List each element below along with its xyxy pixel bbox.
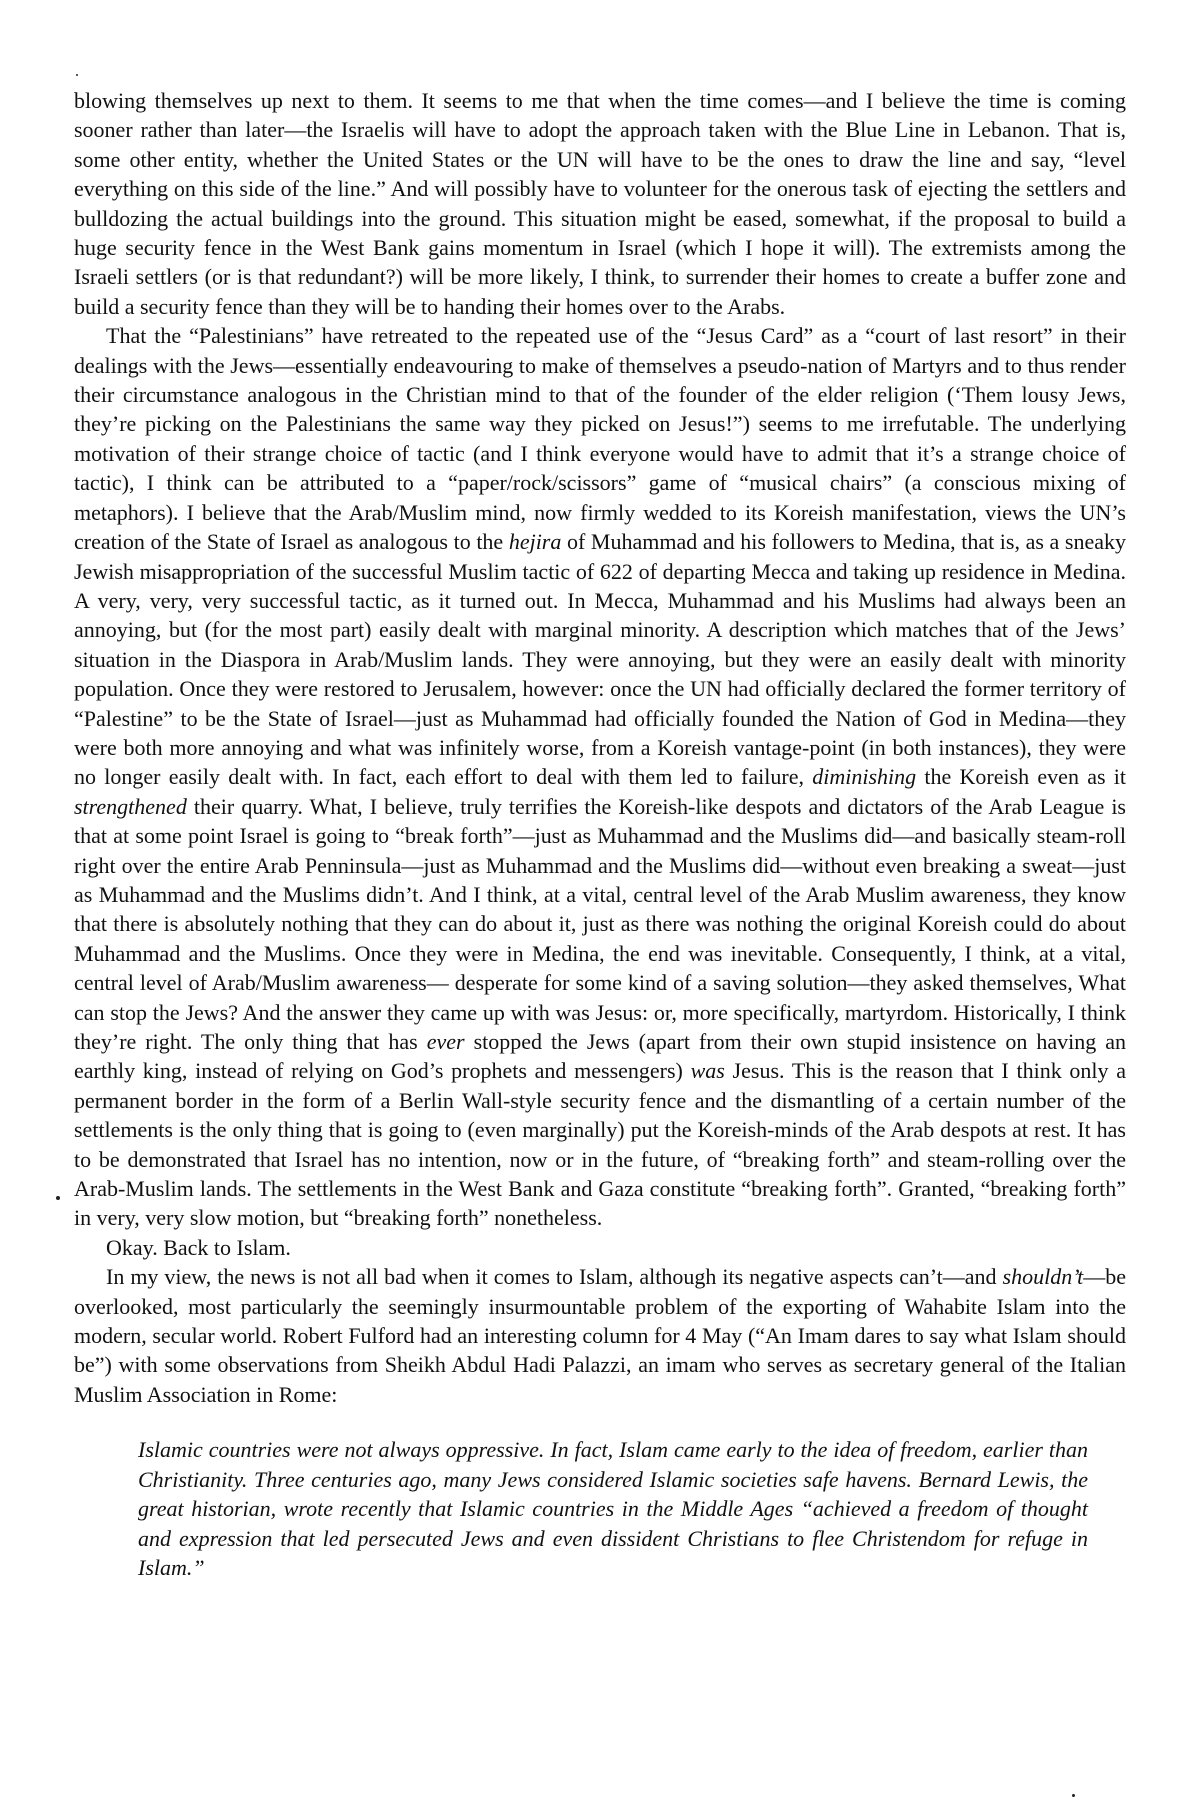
italic-text: shouldn’t: [1002, 1264, 1084, 1290]
paragraph: [74, 1233, 1126, 1262]
text-segment: the Koreish even as it: [916, 764, 1126, 790]
document-page: [74, 86, 1126, 1582]
text-segment: In my view, the news is not all bad when it comes to Islam, although its negative aspects can’t—and: [106, 1264, 1003, 1290]
text-segment: That the “Palestinians” have retreated to the repeated use of the “Jesus Card” as a “court of last resort” in their dealings with the Jews—essentially endeavouring to make of themselves a pseudo-nation of Martyrs and to thus render their circumstance analogous in the Christian mind to that of the founder of the elder religion (‘Them lousy Jews, they’re picking on the Palestinians the same way they picked on Jesus!”) seems to me irrefutable. The underlying motivation of their strange choice of tactic (and I think everyone would have to admit that it’s a strange choice of tactic), I think can be attributed to a “paper/rock/scissors” game of “musical chairs” (a conscious mixing of metaphors). I believe that the Arab/Muslim mind, now firmly wedded to its Koreish manifestation, views the UN’s creation of the State of Israel as analogous to the: [74, 323, 1126, 555]
italic-text: ever: [426, 1029, 465, 1054]
italic-text: hejira: [508, 529, 562, 555]
block-quote: Islamic countries were not always oppressive. In fact, Islam came early to the idea of freedom, earlier than Christianity. Three centuries ago, many Jews considered Islamic societies safe havens. Bernard Lewis, the great historian, wrote recently that Islamic countries in the Middle Ages “achieved a freedom of thought and expression that led persecuted Jews and even dissident Christians to flee Christendom for refuge in Islam.”: [138, 1437, 1088, 1580]
italic-text: strengthened: [74, 793, 187, 819]
text-segment: their quarry. What, I believe, truly terrifies the Koreish-like despots and dictators of the Arab League is that at some point Israel is going to “break forth”—just as Muhammad and the Muslims did—and basically steam-roll right over the entire Arab Penninsula—just as Muhammad and the Muslims did—without even breaking a sweat—just as Muhammad and the Muslims didn’t. And I think, at a vital, central level of the Arab Muslim awareness, they know that there is absolutely nothing that they can do about it, just as there was nothing the original Koreish could do about Muhammad and the Muslims. Once they were in Medina, the end was inevitable. Consequently, I think, at a vital, central level of Arab/Muslim awareness— desperate for some kind of a saving solution—they asked themselves, What can stop the Jews? And the answer they came up with was Jesus: or, more specifically, martyrdom. Historically, I think they’re right. The only thing that has: [74, 793, 1126, 1054]
text-segment: of Muhammad and his followers to Medina, that is, as a sneaky Jewish misappropriation of the successful Muslim tactic of 622 of departing Mecca and taking up residence in Medina. A very, very, very successful tactic, as it turned out. In Mecca, Muhammad and his Muslims had always been an annoying, but (for the most part) easily dealt with marginal minority. A description which matches that of the Jews’ situation in the Diaspora in Arab/Muslim lands. They were annoying, but they were an easily dealt with minority population. Once they were restored to Jerusalem, however: once the UN had officially declared the former territory of “Palestine” to be the State of Israel—just as Muhammad had officially founded the Nation of God in Medina—they were both more annoying and what was infinitely worse, from a Koreish vantage-point (in both instances), they were no longer easily dealt with. In fact, each effort to deal with them led to failure,: [74, 529, 1126, 790]
text-segment: Okay. Back to Islam.: [106, 1234, 291, 1260]
scan-speck: [76, 74, 78, 76]
paragraph: [74, 321, 1126, 1233]
italic-text: was: [690, 1058, 725, 1084]
scan-speck: [56, 1196, 60, 1200]
text-segment: blowing themselves up next to them. It seems to me that when the time comes—and I believe the time is coming sooner rather than later—the Israelis will have to adopt the approach taken with the Blue Line in Lebanon. That is, some other entity, whether the United States or the UN will have to be the ones to draw the line and say, “level everything on this side of the line.” And will possibly have to volunteer for the onerous task of ejecting the settlers and bulldozing the actual buildings into the ground. This situation might be eased, somewhat, if the proposal to build a huge security fence in the West Bank gains momentum in Israel (which I hope it will). The extremists among the Israeli settlers (or is that redundant?) will be more likely, I think, to surrender their homes to create a buffer zone and build a security fence than they will be to handing their homes over to the Arabs.: [74, 88, 1126, 319]
text-segment: Jesus. This is the reason that I think only a permanent border in the form of a Berlin Wall-style security fence and the dismantling of a certain number of the settlements is the only thing that is going to (even marginally) put the Koreish-minds of the Arab despots at rest. It has to be demonstrated that Israel has no intention, now or in the future, of “breaking forth” and steam-rolling over the Arab-Muslim lands. The settlements in the West Bank and Gaza constitute “breaking forth”. Granted, “breaking forth” in very, very slow motion, but “breaking forth” nonetheless.: [74, 1058, 1126, 1231]
italic-text: diminishing: [812, 764, 917, 790]
scan-speck: [1072, 1794, 1075, 1797]
text-segment: —be overlooked, most particularly the seemingly insurmountable problem of the exporting of Wahabite Islam into the modern, secular world. Robert Fulford had an interesting column for 4 May (“An Imam dares to say what Islam should be”) with some observations from Sheikh Abdul Hadi Palazzi, an imam who serves as secretary general of the Italian Muslim Association in Rome:: [74, 1264, 1126, 1407]
paragraph: [74, 86, 1126, 321]
paragraph-continuation: [74, 86, 1126, 321]
paragraph: [74, 1262, 1126, 1409]
text-segment: stopped the Jews (apart from their own stupid insistence on having an earthly king, instead of relying on God’s prophets and messengers): [74, 1029, 1126, 1084]
